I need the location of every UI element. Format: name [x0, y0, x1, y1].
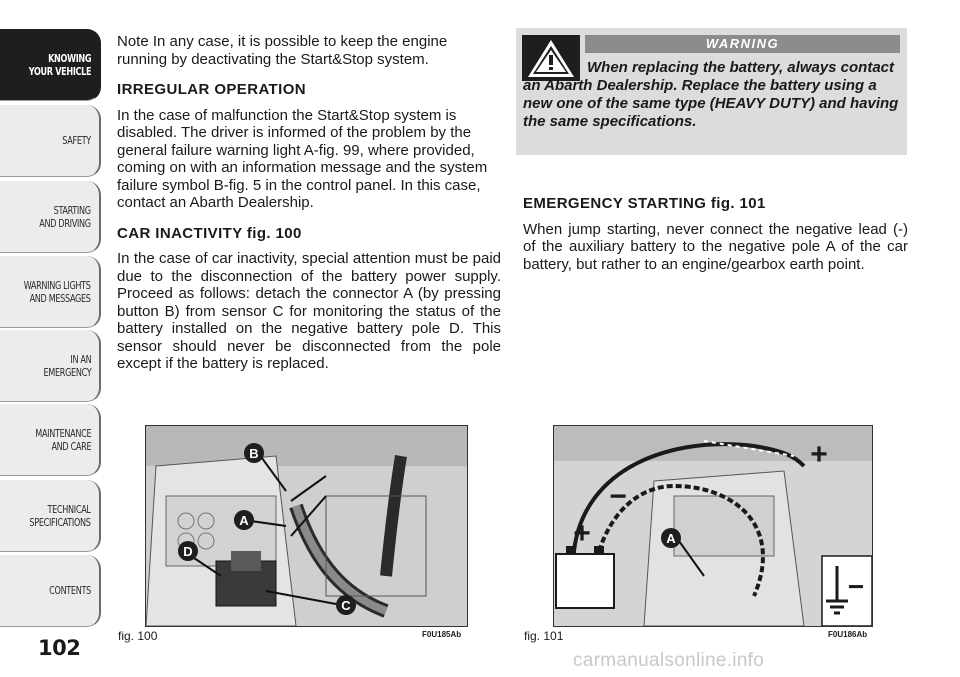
label-d: D [183, 544, 193, 559]
label-a: A [239, 513, 249, 528]
warning-title: WARNING [585, 35, 900, 53]
emergency-starting-heading: EMERGENCY STARTING fig. 101 [523, 195, 766, 212]
tab-safety[interactable] [0, 105, 101, 177]
figure-100-caption: fig. 100 [118, 629, 158, 643]
tab-label: IN AN EMERGENCY [43, 352, 91, 379]
label-b: B [249, 446, 259, 461]
tab-label: STARTING AND DRIVING [39, 203, 91, 230]
irregular-operation-body: In the case of malfunction the Start&Stop system is disabled. The driver is informed of the problem by the general failure warning light A-fig. 99, where provided, coming on with an information message and the system failure symbol B-fig. 5 in the control panel. In this case, contact an Abarth Dealership. [117, 106, 488, 211]
tab-starting-and-driving[interactable] [0, 181, 101, 253]
minus-sign: − [847, 571, 865, 602]
tab-label: KNOWING YOUR VEHICLE [28, 51, 91, 78]
tab-label: CONTENTS [49, 584, 91, 597]
minus-sign: − [609, 480, 627, 513]
sidebar-nav [0, 0, 104, 677]
car-inactivity-body: In the case of car inactivity, special attention must be paid due to the disconnection of the battery power supply. Proceed as follows: detach the connector A (by pressing button B) from sensor C for monitoring the status of the battery installed on the negative battery pole D. This sensor should never be disconnected from the pole except if the battery is replaced. [117, 250, 501, 372]
car-inactivity-heading: CAR INACTIVITY fig. 100 [117, 224, 302, 242]
tab-label: TECHNICAL SPECIFICATIONS [29, 502, 91, 529]
emergency-starting-body: When jump starting, never connect the negative lead (-) of the auxiliary battery to the negative pole A of the car battery, but rather to an engine/gearbox earth point. [523, 220, 908, 273]
figure-100-code: F0U185Ab [422, 630, 462, 639]
tab-in-an-emergency[interactable] [0, 330, 101, 402]
tab-contents[interactable] [0, 555, 101, 627]
figure-101-caption: fig. 101 [524, 629, 564, 643]
figure-100-image [145, 425, 468, 627]
irregular-operation-heading: IRREGULAR OPERATION [117, 81, 306, 98]
plus-sign: + [810, 438, 828, 471]
plus-sign: + [573, 517, 591, 550]
tab-knowing-your-vehicle[interactable] [0, 29, 101, 101]
left-column [117, 33, 501, 373]
label-a: A [666, 531, 676, 546]
page-number: 102 [38, 636, 81, 660]
tab-warning-lights[interactable] [0, 256, 101, 328]
intro-note: Note In any case, it is possible to keep the engine running by deactivating the Start&Stop system. [117, 33, 448, 68]
warning-text-body: When replacing the battery, always contact an Abarth Dealership. Replace the battery using a new one of the same type (HEAVY DUTY) and having the same specifications. [523, 59, 899, 130]
right-column [523, 195, 908, 273]
warning-text [523, 59, 901, 131]
tab-label: WARNING LIGHTS AND MESSAGES [24, 278, 91, 305]
tab-label: SAFETY [62, 134, 91, 147]
figure-101-image [553, 425, 873, 627]
label-c: C [341, 598, 351, 613]
tab-label: MAINTENANCE AND CARE [35, 426, 91, 453]
figure-101-code: F0U186Ab [828, 630, 868, 639]
watermark: carmanualsonline.info [573, 650, 765, 671]
tab-technical-specifications[interactable] [0, 480, 101, 552]
tab-maintenance-and-care[interactable] [0, 404, 101, 476]
